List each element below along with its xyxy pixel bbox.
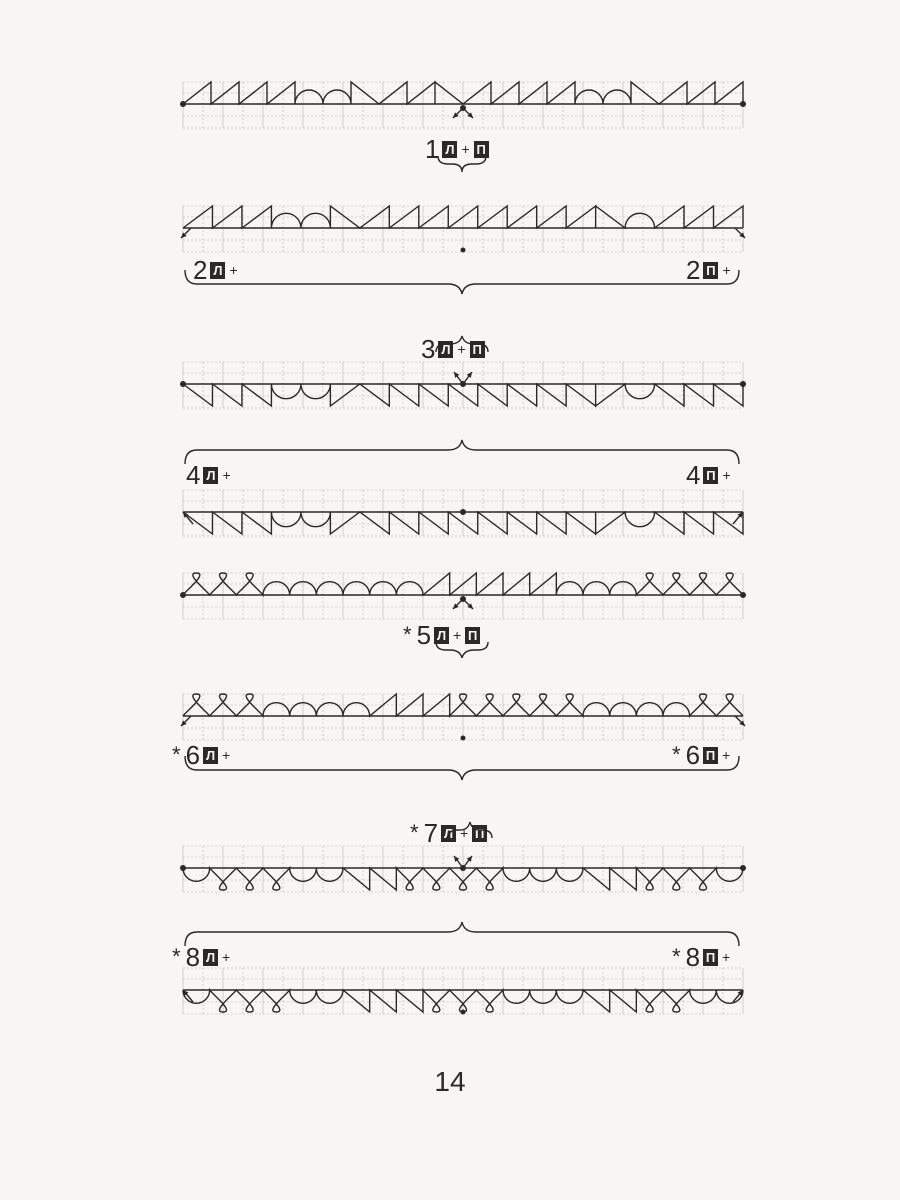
exercise-5-label: [403, 622, 480, 648]
exercise-7-number: 7: [423, 818, 439, 848]
right-key-icon: П: [472, 825, 487, 842]
center-dot: [460, 509, 466, 515]
left-key-icon: Л: [203, 467, 218, 484]
right-key-icon: П: [703, 262, 718, 279]
exercise-6-number-right: 6: [685, 740, 701, 770]
pattern-svg: [173, 200, 753, 260]
start-dot: [180, 865, 186, 871]
left-key-icon: Л: [203, 747, 218, 764]
left-key-icon: Л: [210, 262, 225, 279]
plus-sign: +: [453, 627, 462, 643]
exercise-6-star-right: *: [672, 742, 681, 767]
start-dot: [180, 592, 186, 598]
end-dot: [740, 865, 746, 871]
pattern-svg: [173, 567, 753, 627]
exercise-6-number-left: 6: [185, 740, 201, 770]
pattern-svg: [173, 840, 753, 900]
exercise-5-pattern-strip: [183, 567, 743, 627]
start-dot: [180, 381, 186, 387]
exercise-5-star: *: [403, 622, 412, 647]
plus-sign: +: [461, 141, 470, 157]
exercise-2-pattern-strip: [183, 200, 743, 260]
exercise-1-label: [425, 136, 489, 162]
exercise-8-star-left: *: [172, 944, 181, 969]
left-key-icon: Л: [442, 141, 457, 158]
right-key-icon: П: [703, 467, 718, 484]
exercise-8-number-left: 8: [185, 942, 201, 972]
exercise-4-pattern-strip: [183, 484, 743, 544]
exercise-4-number-right: 4: [686, 460, 701, 490]
exercise-4-number-left: 4: [186, 460, 201, 490]
left-key-icon: Л: [203, 949, 218, 966]
exercise-7-pattern-strip: [183, 840, 743, 900]
page-number: 14: [434, 1066, 466, 1097]
exercise-2-left-label: [193, 257, 239, 283]
exercise-8-number-right: 8: [685, 942, 701, 972]
plus-sign: +: [229, 262, 238, 278]
exercise-1-number: 1: [425, 134, 440, 164]
end-dot: [740, 101, 746, 107]
pattern-svg: [173, 688, 753, 748]
brace-ex6: [185, 756, 739, 780]
plus-sign: +: [457, 341, 466, 357]
center-dot: [461, 248, 466, 253]
brace-ex4: [185, 440, 739, 464]
brace-ex2: [185, 270, 739, 294]
exercise-8-pattern-strip: [183, 962, 743, 1022]
exercise-7-star: *: [410, 820, 419, 845]
plus-sign: +: [722, 747, 731, 763]
exercise-3-pattern-strip: [183, 356, 743, 416]
plus-sign: +: [222, 747, 231, 763]
exercise-2-number-right: 2: [686, 255, 701, 285]
exercise-6-star-left: *: [172, 742, 181, 767]
plus-sign: +: [722, 467, 731, 483]
left-key-icon: Л: [438, 341, 453, 358]
plus-sign: +: [222, 949, 231, 965]
right-key-icon: П: [703, 949, 718, 966]
right-key-icon: П: [470, 341, 485, 358]
start-dot: [180, 101, 186, 107]
left-key-icon: Л: [441, 825, 456, 842]
pattern-svg: [173, 962, 753, 1022]
exercise-6-pattern-strip: [183, 688, 743, 748]
right-key-icon: П: [474, 141, 489, 158]
center-dot: [461, 1010, 466, 1015]
exercise-1-pattern-strip: [183, 76, 743, 136]
exercise-2-number-left: 2: [193, 255, 208, 285]
right-key-icon: П: [465, 627, 480, 644]
exercise-6-right-label: [672, 742, 731, 768]
pattern-svg: [173, 356, 753, 416]
plus-sign: +: [722, 262, 731, 278]
brace-ex8: [185, 922, 739, 946]
plus-sign: +: [222, 467, 231, 483]
exercise-6-left-label: [172, 742, 231, 768]
plus-sign: +: [722, 949, 731, 965]
end-dot: [740, 592, 746, 598]
pattern-svg: [173, 76, 753, 136]
center-dot: [461, 736, 466, 741]
left-key-icon: Л: [434, 627, 449, 644]
pattern-svg: [173, 484, 753, 544]
exercise-8-star-right: *: [672, 944, 681, 969]
end-dot: [740, 381, 746, 387]
exercise-3-number: 3: [421, 334, 436, 364]
exercise-5-number: 5: [416, 620, 432, 650]
exercise-2-right-label: [686, 257, 732, 283]
right-key-icon: П: [703, 747, 718, 764]
plus-sign: +: [460, 825, 469, 841]
